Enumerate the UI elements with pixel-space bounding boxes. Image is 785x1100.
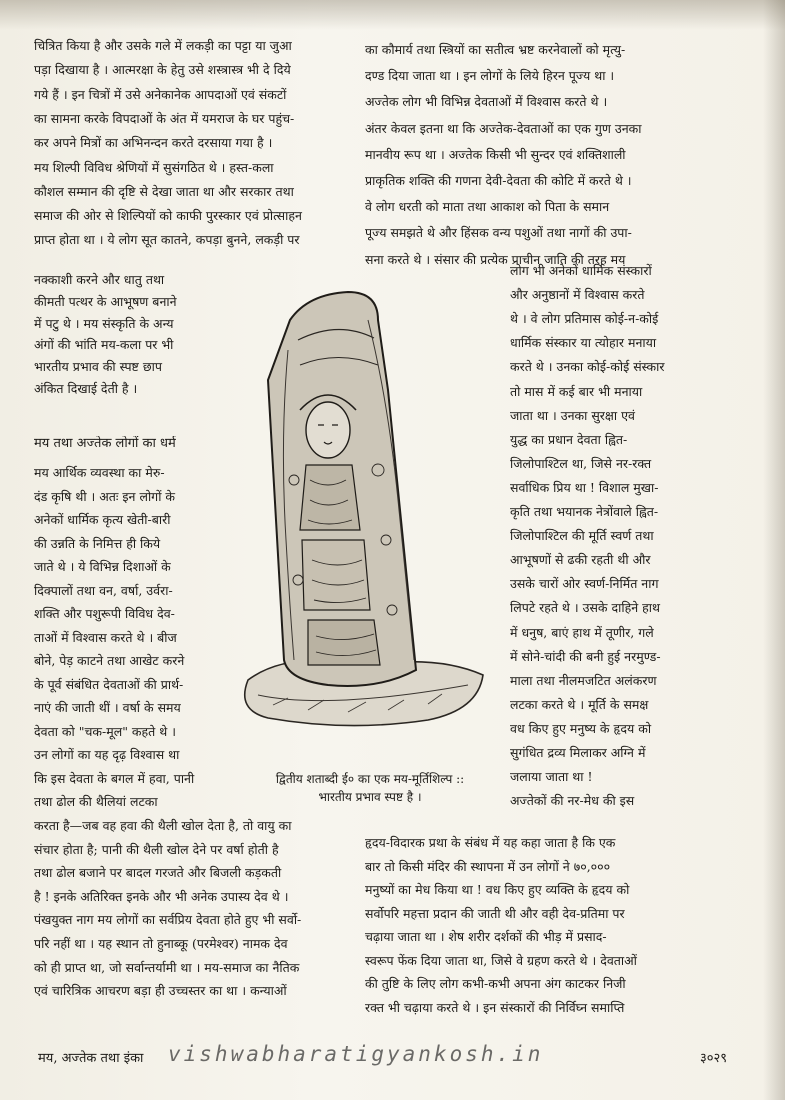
right-narrow-line: करते थे । उनका कोई-कोई संस्कार <box>510 359 665 375</box>
right-narrow-line: और अनुष्ठानों में विश्वास करते <box>510 287 645 303</box>
sculpture-stele <box>268 292 416 686</box>
left-column-line: का सामना करके विपदाओं के अंत में यमराज के घर पहुंच- <box>34 110 295 126</box>
page-number: ३०२९ <box>700 1051 728 1066</box>
right-narrow-line: जलाया जाता था ! <box>510 769 593 785</box>
maya-sculpture-illustration <box>228 280 490 750</box>
left-column-line: कर अपने मित्रों का अभिनन्दन करते दरसाया गया है । <box>34 135 273 151</box>
section-heading: मय तथा अज्तेक लोगों का धर्म <box>34 436 176 451</box>
left-column-line: कौशल सम्मान की दृष्टि से देखा जाता था और सरकार तथा <box>34 183 294 199</box>
right-narrow-line: जिलोपाश्टिल की मूर्ति स्वर्ण तथा <box>510 528 654 544</box>
right-narrow-line: युद्ध का प्रधान देवता ह्वित- <box>510 431 628 447</box>
right-column-line: पूज्य समझते थे और हिंसक वन्य पशुओं तथा नागों की उपा- <box>365 225 632 241</box>
left-bottom-line: करता है—जब वह हवा की थैली खोल देता है, तो वायु का <box>34 818 292 833</box>
right-column-line: अंतर केवल इतना था कि अज्तेक-देवताओं का एक गुण उनका <box>365 120 642 136</box>
left-narrow-2-line: शक्ति और पशुरूपी विविध देव- <box>34 606 175 621</box>
right-column-line: प्राकृतिक शक्ति की गणना देवी-देवता की कोटि में करते थे । <box>365 173 632 188</box>
right-narrow-line: सर्वाधिक प्रिय था ! विशाल मुखा- <box>510 479 659 495</box>
left-narrow-2-line: बोने, पेड़ काटने तथा आखेट करने <box>34 653 185 668</box>
left-narrow-2-line: मय आर्थिक व्यवस्था का मेरु- <box>34 465 165 480</box>
left-narrow-2-line: अनेकों धार्मिक कृत्य खेती-बारी <box>34 512 171 527</box>
left-bottom-line: पंखयुक्त नाग मय लोगों का सर्वप्रिय देवता होते हुए भी सर्वो- <box>34 912 302 928</box>
left-column-line: मय शिल्पी विविध श्रेणियों में सुसंगठित थे । हस्त-कला <box>34 159 274 175</box>
left-column-line: समाज की ओर से शिल्पियों को काफी पुरस्कार एवं प्रोत्साहन <box>34 208 302 224</box>
left-narrow-2-line: के पूर्व संबंधित देवताओं की प्रार्थ- <box>34 676 184 692</box>
left-narrow-2-line: तथा ढोल की थैलियां लटका <box>34 794 158 809</box>
left-narrow-2-line: देवता को "चक-मूल" कहते थे । <box>34 723 176 739</box>
left-narrow-2-line: नाएं की जाती थीं । वर्षा के समय <box>34 700 181 715</box>
right-bottom-line: रक्त भी चढ़ाया करते थे । इन संस्कारों की निर्विघ्न समाप्ति <box>365 999 625 1015</box>
right-narrow-line: अज्तेकों की नर-मेध की इस <box>510 793 635 809</box>
left-column-line: पड़ा दिखाया है । आत्मरक्षा के हेतु उसे शस्त्रास्त्र भी दे दिये <box>34 62 291 78</box>
right-narrow-line: लिपटे रहते थे । उसके दाहिने हाथ <box>510 600 661 616</box>
right-narrow-line: सुगंधित द्रव्य मिलाकर अग्नि में <box>510 745 646 760</box>
left-bottom-line: परि नहीं था । यह स्थान तो हुनाब्कू (परमेश्वर) नामक देव <box>34 936 288 951</box>
right-narrow-line: लोग भी अनेकों धार्मिक संस्कारों <box>510 263 652 278</box>
left-narrow-2-line: की उन्नति के निमित्त ही किये <box>34 535 161 551</box>
left-narrow-2-line: दिक्पालों तथा वन, वर्षा, उर्वरा- <box>34 582 173 598</box>
right-narrow-line: वध किए हुए मनुष्य के हृदय को <box>510 720 652 736</box>
right-bottom-line: मनुष्यों का मेध किया था ! वध किए हुए व्यक्ति के हृदय को <box>365 882 630 897</box>
right-column-line: अज्तेक लोग भी विभिन्न देवताओं में विश्वास करते थे । <box>365 94 608 110</box>
left-column-line: गये हैं । इन चित्रों में उसे अनेकानेक आपदाओं एवं संकटों <box>34 86 287 102</box>
right-narrow-line: लटका करते थे । मूर्ति के समक्ष <box>510 696 649 712</box>
right-bottom-line: की तुष्टि के लिए लोग कभी-कभी अपना अंग काटकर निजी <box>365 976 626 991</box>
right-column-line: का कौमार्य तथा स्त्रियों का सतीत्व भ्रष्ट करनेवालों को मृत्यु- <box>365 42 626 57</box>
right-narrow-line: आभूषणों से ढकी रहती थी और <box>510 552 651 568</box>
right-narrow-line: कृति तथा भयानक नेत्रोंवाले ह्वित- <box>510 504 659 519</box>
right-bottom-line: सर्वोपरि महत्ता प्रदान की जाती थी और वही देव-प्रतिमा पर <box>365 905 625 921</box>
right-narrow-line: तो मास में कई बार भी मनाया <box>510 383 643 399</box>
left-column-line: चित्रित किया है और उसके गले में लकड़ी का पट्टा या जुआ <box>34 38 292 53</box>
right-bottom-line: बार तो किसी मंदिर की स्थापना में उन लोगों ने ७०,००० <box>365 858 611 874</box>
left-bottom-line: संचार होता है; पानी की थैली खोल देने पर वर्षा होती है <box>34 841 279 857</box>
right-narrow-line: माला तथा नीलमजटित अलंकरण <box>510 672 657 688</box>
running-footer: मय, अज्तेक तथा इंका <box>38 1051 144 1066</box>
right-narrow-line: में सोने-चांदी की बनी हुई नरमुण्ड- <box>510 648 661 664</box>
right-column-line: मानवीय रूप था । अज्तेक किसी भी सुन्दर एवं शक्तिशाली <box>365 146 626 162</box>
right-bottom-line: हृदय-विदारक प्रथा के संबंध में यह कहा जाता है कि एक <box>365 835 616 850</box>
left-column-line: प्राप्त होता था । ये लोग सूत कातने, कपड़ा बुनने, लकड़ी पर <box>34 232 300 248</box>
right-narrow-line: में धनुष, बाएं हाथ में तूणीर, गले <box>510 624 654 640</box>
right-bottom-line: स्वरूप फेंक दिया जाता था, जिसे वे ग्रहण करते थे । देवताओं <box>365 952 637 968</box>
left-narrow-line: कीमती पत्थर के आभूषण बनाने <box>34 293 177 309</box>
left-narrow-2-line: दंड कृषि थी । अतः इन लोगों के <box>34 488 176 504</box>
right-column-line: दण्ड दिया जाता था । इन लोगों के लिये हिरन पूज्य था । <box>365 68 615 84</box>
left-bottom-line: एवं चारित्रिक आचरण बड़ा ही उच्चस्तर का था । कन्याओं <box>34 983 287 999</box>
left-bottom-line: है ! इनके अतिरिक्त इनके और भी अनेक उपास्य देव थे । <box>34 888 289 904</box>
left-narrow-2-line: जाते थे । ये विभिन्न दिशाओं के <box>34 559 171 574</box>
figure-caption-line-1: द्वितीय शताब्दी ई० का एक मय-मूर्तिशिल्प :: <box>275 772 465 786</box>
right-column-line: वे लोग धरती को माता तथा आकाश को पिता के समान <box>365 199 610 215</box>
right-narrow-line: उसके चारों ओर स्वर्ण-निर्मित नाग <box>510 576 659 592</box>
page-top-shadow <box>0 0 785 30</box>
right-column-line: सना करते थे । संसार की प्रत्येक प्राचीन जाति की तरह मय <box>365 251 626 267</box>
left-narrow-2-line: ताओं में विश्वास करते थे । बीज <box>34 629 177 645</box>
left-narrow-line: अंकित दिखाई देती है । <box>34 381 138 396</box>
right-narrow-line: जिलोपाश्टिल था, जिसे नर-रक्त <box>510 455 652 471</box>
left-narrow-2-line: कि इस देवता के बगल में हवा, पानी <box>34 770 195 786</box>
page-edge-shadow <box>763 0 785 1100</box>
left-narrow-line: भारतीय प्रभाव की स्पष्ट छाप <box>34 359 162 375</box>
left-narrow-line: अंगों की भांति मय-कला पर भी <box>34 337 174 353</box>
left-bottom-line: को ही प्राप्त था, जो सर्वान्तर्यामी था । मय-समाज का नैतिक <box>34 959 300 975</box>
left-bottom-line: तथा ढोल बजाने पर बादल गरजते और बिजली कड़कती <box>34 865 282 881</box>
left-narrow-line: में पटु थे । मय संस्कृति के अन्य <box>34 315 174 331</box>
left-narrow-line: नक्काशी करने और धातु तथा <box>34 272 165 287</box>
right-narrow-line: धार्मिक संस्कार या त्योहार मनाया <box>510 335 657 351</box>
right-narrow-line: थे । वे लोग प्रतिमास कोई-न-कोई <box>510 311 659 327</box>
left-narrow-2-line: उन लोगों का यह दृढ़ विश्वास था <box>34 747 180 762</box>
figure-caption-line-2: भारतीय प्रभाव स्पष्ट है । <box>318 790 422 804</box>
right-bottom-line: चढ़ाया जाता था । शेष शरीर दर्शकों की भीड़ में प्रसाद- <box>365 929 607 944</box>
right-narrow-line: जाता था । उनका सुरक्षा एवं <box>510 407 635 423</box>
watermark: vishwabharatigyankosh.in <box>168 1042 544 1066</box>
